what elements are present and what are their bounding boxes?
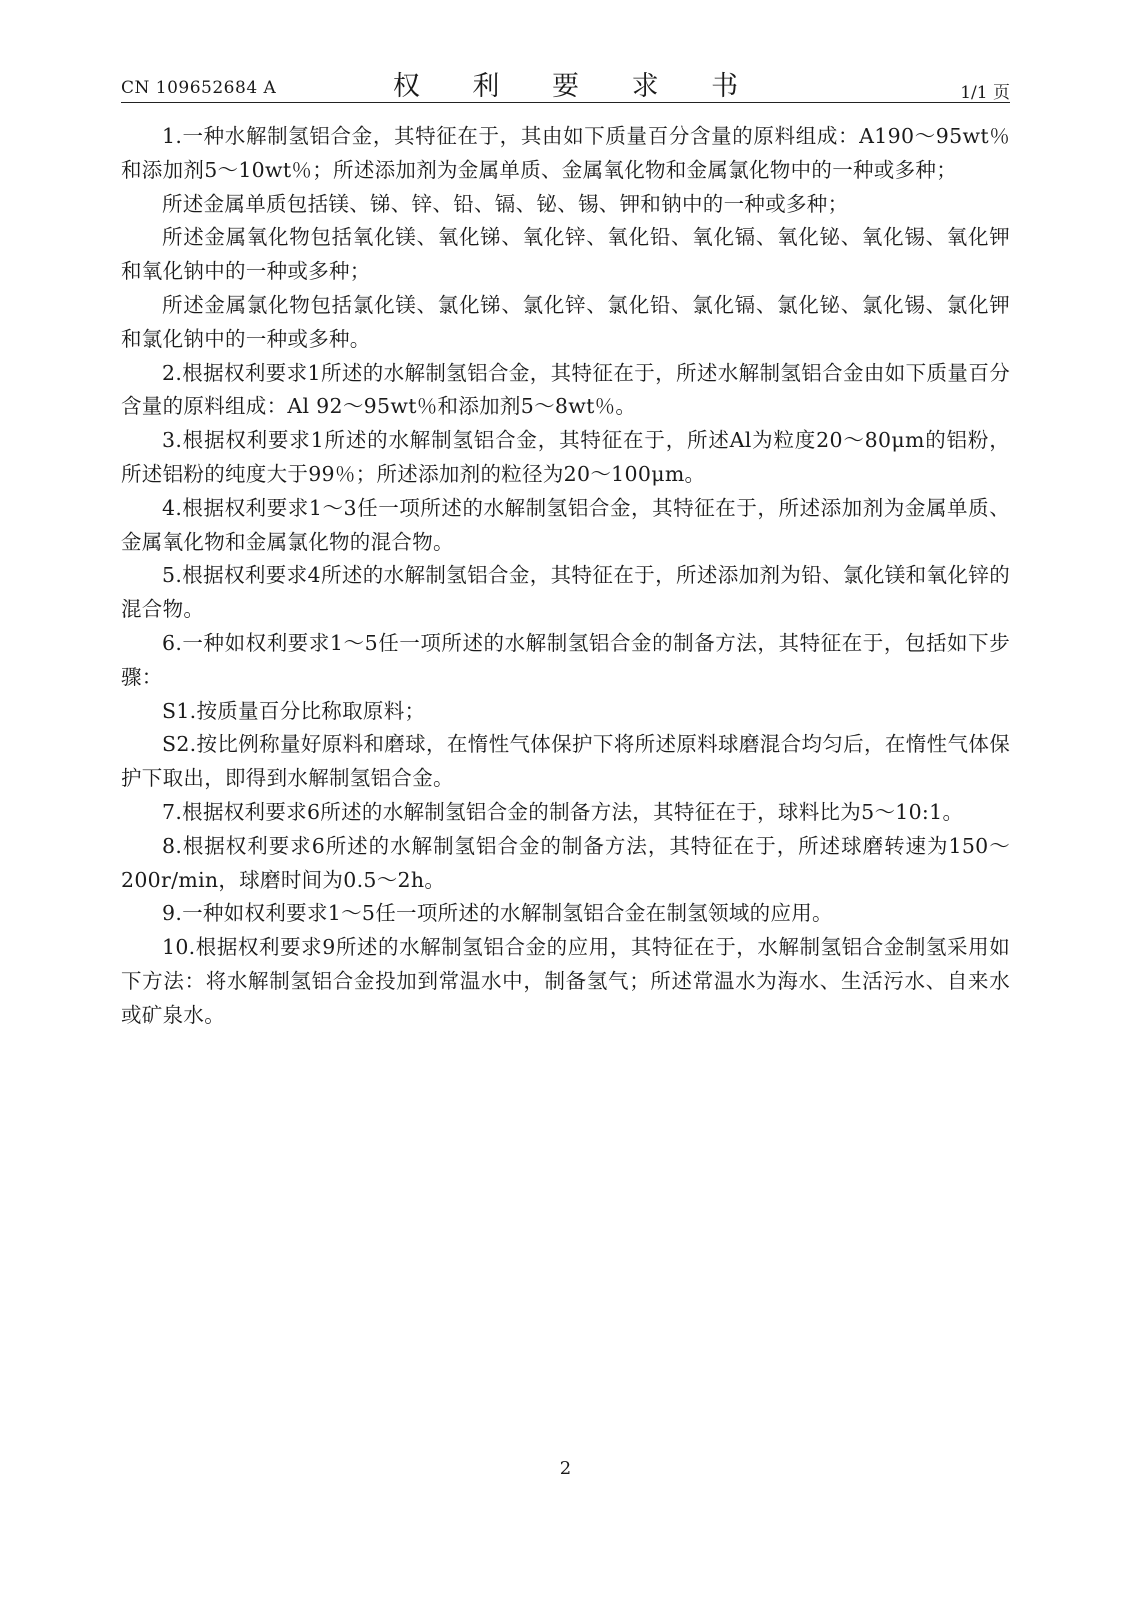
claim-1: 1.一种水解制氢铝合金，其特征在于，其由如下质量百分含量的原料组成：A190～95wt％和添加剂5～10wt％；所述添加剂为金属单质、金属氧化物和金属氯化物中的一种或多种； <box>121 124 1010 182</box>
claim-1-metal-elements: 所述金属单质包括镁、锑、锌、铅、镉、铋、锡、钾和钠中的一种或多种； <box>162 191 849 216</box>
claim-1-metal-oxides: 所述金属氧化物包括氧化镁、氧化锑、氧化锌、氧化铅、氧化镉、氧化铋、氧化锡、氧化钾和氧化钠中的一种或多种； <box>121 225 1010 284</box>
claim-9: 9.一种如权利要求1～5任一项所述的水解制氢铝合金在制氢领域的应用。 <box>162 901 833 926</box>
publication-number: CN 109652684 A <box>121 78 277 98</box>
claim-8: 8.根据权利要求6所述的水解制氢铝合金的制备方法，其特征在于，所述球磨转速为150～200r/min，球磨时间为0.5～2h。 <box>121 833 1010 892</box>
claim-1-metal-chlorides: 所述金属氯化物包括氯化镁、氯化锑、氯化锌、氯化铅、氯化镉、氯化铋、氯化锡、氯化钾和氯化钠中的一种或多种。 <box>121 292 1010 351</box>
page-header <box>121 62 1010 102</box>
claim-5: 5.根据权利要求4所述的水解制氢铝合金，其特征在于，所述添加剂为铅、氯化镁和氧化锌的混合物。 <box>121 563 1010 622</box>
claim-6-step-s1: S1.按质量百分比称取原料； <box>162 698 426 723</box>
claim-3: 3.根据权利要求1所述的水解制氢铝合金，其特征在于，所述Al为粒度20～80μm的铝粉，所述铝粉的纯度大于99％；所述添加剂的粒径为20～100μm。 <box>121 428 1010 486</box>
page-count: 1/1 页 <box>960 83 1010 103</box>
claim-6-step-s2: S2.按比例称量好原料和磨球，在惰性气体保护下将所述原料球磨混合均匀后，在惰性气体保护下取出，即得到水解制氢铝合金。 <box>121 732 1010 791</box>
claim-10: 10.根据权利要求9所述的水解制氢铝合金的应用，其特征在于，水解制氢铝合金制氢采用如下方法：将水解制氢铝合金投加到常温水中，制备氢气；所述常温水为海水、生活污水、自来水或矿泉水。 <box>121 935 1010 1027</box>
claim-2: 2.根据权利要求1所述的水解制氢铝合金，其特征在于，所述水解制氢铝合金由如下质量百分含量的原料组成：Al 92～95wt％和添加剂5～8wt％。 <box>121 360 1010 419</box>
header-divider <box>121 102 1010 103</box>
claim-6: 6.一种如权利要求1～5任一项所述的水解制氢铝合金的制备方法，其特征在于，包括如下步骤： <box>121 630 1010 689</box>
document-title: 权 利 要 求 书 <box>392 71 761 102</box>
claims-body <box>121 120 1010 1033</box>
claim-7: 7.根据权利要求6所述的水解制氢铝合金的制备方法，其特征在于，球料比为5～10:1。 <box>162 799 964 824</box>
claim-4: 4.根据权利要求1～3任一项所述的水解制氢铝合金，其特征在于，所述添加剂为金属单质、金属氧化物和金属氯化物的混合物。 <box>121 495 1010 554</box>
page-number: 2 <box>559 1458 572 1479</box>
